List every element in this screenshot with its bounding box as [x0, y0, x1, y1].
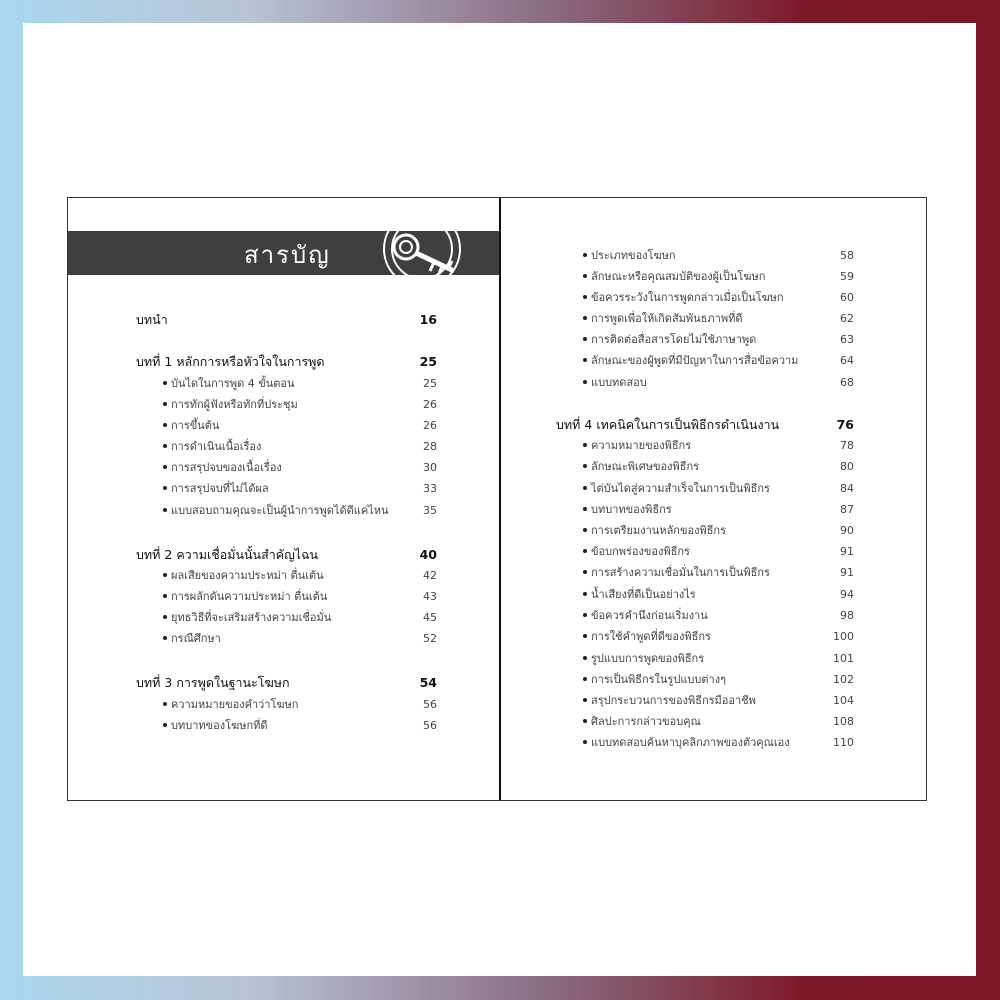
toc-page-number: 94 — [840, 588, 854, 601]
toc-page-number: 52 — [423, 632, 437, 645]
toc-item-row — [583, 437, 854, 455]
toc-item-row — [583, 352, 854, 370]
toc-entry-title: บทที่ 1 หลักการหรือหัวใจในการพูด — [136, 354, 325, 369]
toc-page-number: 64 — [840, 354, 854, 367]
toc-page-number: 98 — [840, 609, 854, 622]
bullet-icon — [583, 656, 587, 660]
toc-item-row — [163, 459, 437, 477]
toc-item-row — [583, 607, 854, 625]
toc-entry-title: การเป็นพิธีกรในรูปแบบต่างๆ — [591, 673, 726, 686]
toc-page-number: 33 — [423, 482, 437, 495]
toc-item-row — [583, 650, 854, 668]
bullet-icon — [163, 636, 167, 640]
toc-page-number: 25 — [419, 354, 437, 369]
toc-chapter-row — [136, 353, 437, 371]
bullet-icon — [583, 253, 587, 257]
toc-entry-title: การผลักดันความประหม่า ตื่นเต้น — [171, 590, 328, 603]
toc-entry-title: ความหมายของคำว่าโฆษก — [171, 698, 299, 711]
toc-page-number: 63 — [840, 333, 854, 346]
toc-item-row — [163, 480, 437, 498]
bullet-icon — [583, 380, 587, 384]
toc-entry-title: กรณีศึกษา — [171, 632, 221, 645]
bullet-icon — [583, 677, 587, 681]
toc-entry-title: การเตรียมงานหลักของพิธีกร — [591, 524, 727, 537]
toc-item-row — [163, 396, 437, 414]
toc-chapter-row — [136, 546, 437, 564]
bullet-icon — [583, 295, 587, 299]
toc-entry-title: การดำเนินเนื้อเรื่อง — [171, 440, 262, 453]
toc-item-row — [163, 438, 437, 456]
toc-page-number: 35 — [423, 504, 437, 517]
toc-entry-title: การสร้างความเชื่อมั่นในการเป็นพิธีกร — [591, 566, 770, 579]
toc-entry-title: การสรุปจบที่ไม่ได้ผล — [171, 482, 269, 495]
toc-entry-title: บทบาทของโฆษกที่ดี — [171, 719, 268, 732]
toc-entry-title: น้ำเสียงที่ดีเป็นอย่างไร — [591, 588, 696, 601]
toc-page-number: 26 — [423, 398, 437, 411]
toc-page-number: 28 — [423, 440, 437, 453]
toc-entry-title: การติดต่อสื่อสารโดยไม่ใช้ภาษาพูด — [591, 333, 757, 346]
toc-item-row — [583, 734, 854, 752]
bullet-icon — [163, 573, 167, 577]
toc-page-number: 87 — [840, 503, 854, 516]
bullet-icon — [583, 337, 587, 341]
toc-item-row — [583, 692, 854, 710]
toc-item-row — [583, 501, 854, 519]
toc-item-row — [163, 375, 437, 393]
bullet-icon — [583, 698, 587, 702]
toc-entry-title: บทที่ 3 การพูดในฐานะโฆษก — [136, 675, 290, 690]
toc-item-row — [583, 522, 854, 540]
toc-entry-title: ลักษณะพิเศษของพิธีกร — [591, 460, 700, 473]
page-title: สารบัญ — [244, 241, 331, 269]
bullet-icon — [583, 464, 587, 468]
toc-page-number: 56 — [423, 698, 437, 711]
toc-entry-title: ข้อควรระวังในการพูดกล่าวเมื่อเป็นโฆษก — [591, 291, 784, 304]
toc-entry-title: บันไดในการพูด 4 ขั้นตอน — [171, 377, 295, 390]
toc-entry-title: ผลเสียของความประหม่า ตื่นเต้น — [171, 569, 324, 582]
toc-page-number: 91 — [840, 545, 854, 558]
toc-chapter-row — [136, 311, 437, 329]
toc-item-row — [583, 247, 854, 265]
toc-page-number: 104 — [833, 694, 854, 707]
toc-page-number: 108 — [833, 715, 854, 728]
toc-entry-title: การสรุปจบของเนื้อเรื่อง — [171, 461, 282, 474]
toc-item-row — [163, 588, 437, 606]
toc-page-number: 90 — [840, 524, 854, 537]
toc-page-number: 43 — [423, 590, 437, 603]
toc-item-row — [583, 671, 854, 689]
toc-item-row — [583, 289, 854, 307]
bullet-icon — [163, 702, 167, 706]
toc-page-number: 40 — [419, 547, 437, 562]
toc-entry-title: ศิลปะการกล่าวขอบคุณ — [591, 715, 701, 728]
toc-item-row — [583, 331, 854, 349]
bullet-icon — [163, 486, 167, 490]
toc-entry-title: ความหมายของพิธีกร — [591, 439, 692, 452]
bullet-icon — [583, 507, 587, 511]
toc-entry-title: การใช้คำพูดที่ดีของพิธีกร — [591, 630, 711, 643]
toc-page-number: 76 — [836, 417, 854, 432]
toc-entry-title: การพูดเพื่อให้เกิดสัมพันธภาพที่ดี — [591, 312, 743, 325]
bullet-icon — [583, 549, 587, 553]
toc-entry-title: แบบทดสอบ — [591, 376, 647, 389]
toc-entry-title: แบบสอบถามคุณจะเป็นผู้นำการพูดได้ดีแค่ไหน — [171, 504, 389, 517]
bullet-icon — [163, 508, 167, 512]
bullet-icon — [583, 358, 587, 362]
toc-entry-title: แบบทดสอบค้นหาบุคลิกภาพของตัวคุณเอง — [591, 736, 790, 749]
toc-item-row — [163, 417, 437, 435]
bullet-icon — [163, 402, 167, 406]
bullet-icon — [583, 740, 587, 744]
toc-entry-title: ข้อบกพร่องของพิธีกร — [591, 545, 690, 558]
right-page — [501, 198, 926, 800]
toc-entry-title: ยุทธวิธีที่จะเสริมสร้างความเชื่อมั่น — [171, 611, 332, 624]
toc-chapter-row — [556, 416, 854, 434]
bullet-icon — [583, 719, 587, 723]
bullet-icon — [583, 592, 587, 596]
bullet-icon — [163, 465, 167, 469]
toc-item-row — [583, 480, 854, 498]
toc-entry-title: ประเภทของโฆษก — [591, 249, 676, 262]
toc-entry-title: สรุปกระบวนการของพิธีกรมืออาชีพ — [591, 694, 756, 707]
toc-entry-title: บทที่ 4 เทคนิคในการเป็นพิธีกรดำเนินงาน — [556, 417, 780, 432]
toc-page-number: 54 — [419, 675, 437, 690]
left-page — [68, 198, 499, 800]
toc-item-row — [583, 374, 854, 392]
toc-entry-title: การขึ้นต้น — [171, 419, 220, 432]
toc-entry-title: บทนำ — [136, 312, 168, 327]
bullet-icon — [163, 381, 167, 385]
toc-page-number: 45 — [423, 611, 437, 624]
title-band — [68, 231, 499, 275]
toc-item-row — [163, 567, 437, 585]
bullet-icon — [583, 613, 587, 617]
toc-page-number: 56 — [423, 719, 437, 732]
bullet-icon — [583, 634, 587, 638]
toc-page-number: 62 — [840, 312, 854, 325]
toc-item-row — [583, 564, 854, 582]
bullet-icon — [583, 274, 587, 278]
toc-page-number: 58 — [840, 249, 854, 262]
bullet-icon — [583, 528, 587, 532]
toc-item-row — [163, 630, 437, 648]
bullet-icon — [583, 486, 587, 490]
toc-page-number: 100 — [833, 630, 854, 643]
toc-page-number: 16 — [419, 312, 437, 327]
toc-item-row — [583, 628, 854, 646]
toc-page-number: 110 — [833, 736, 854, 749]
book-spread — [67, 197, 927, 801]
toc-item-row — [583, 543, 854, 561]
toc-item-row — [583, 713, 854, 731]
toc-page-number: 80 — [840, 460, 854, 473]
toc-entry-title: ข้อควรคำนึงก่อนเริ่มงาน — [591, 609, 708, 622]
toc-entry-title: ลักษณะของผู้พูดที่มีปัญหาในการสื่อข้อความ — [591, 354, 799, 367]
toc-page-number: 91 — [840, 566, 854, 579]
toc-entry-title: ลักษณะหรือคุณสมบัติของผู้เป็นโฆษก — [591, 270, 766, 283]
toc-page-number: 59 — [840, 270, 854, 283]
bullet-icon — [163, 423, 167, 427]
toc-page-number: 30 — [423, 461, 437, 474]
toc-item-row — [583, 458, 854, 476]
toc-item-row — [583, 310, 854, 328]
toc-page-number: 78 — [840, 439, 854, 452]
toc-entry-title: บทบาทของพิธีกร — [591, 503, 672, 516]
bullet-icon — [583, 316, 587, 320]
bullet-icon — [163, 615, 167, 619]
toc-item-row — [583, 586, 854, 604]
bullet-icon — [583, 443, 587, 447]
bullet-icon — [163, 594, 167, 598]
key-emblem-icon — [376, 231, 466, 275]
bullet-icon — [583, 570, 587, 574]
toc-item-row — [163, 502, 437, 520]
toc-entry-title: รูปแบบการพูดของพิธีกร — [591, 652, 705, 665]
toc-page-number: 60 — [840, 291, 854, 304]
toc-item-row — [583, 268, 854, 286]
toc-entry-title: ไต่บันไดสู่ความสำเร็จในการเป็นพิธีกร — [591, 482, 770, 495]
toc-item-row — [163, 717, 437, 735]
toc-item-row — [163, 696, 437, 714]
toc-page-number: 25 — [423, 377, 437, 390]
toc-page-number: 26 — [423, 419, 437, 432]
toc-item-row — [163, 609, 437, 627]
bullet-icon — [163, 723, 167, 727]
toc-chapter-row — [136, 674, 437, 692]
toc-page-number: 84 — [840, 482, 854, 495]
toc-page-number: 42 — [423, 569, 437, 582]
toc-page-number: 102 — [833, 673, 854, 686]
toc-entry-title: บทที่ 2 ความเชื่อมั่นนั้นสำคัญไฉน — [136, 547, 319, 562]
bullet-icon — [163, 444, 167, 448]
toc-page-number: 68 — [840, 376, 854, 389]
toc-page-number: 101 — [833, 652, 854, 665]
toc-entry-title: การทักผู้ฟังหรือทักที่ประชุม — [171, 398, 298, 411]
